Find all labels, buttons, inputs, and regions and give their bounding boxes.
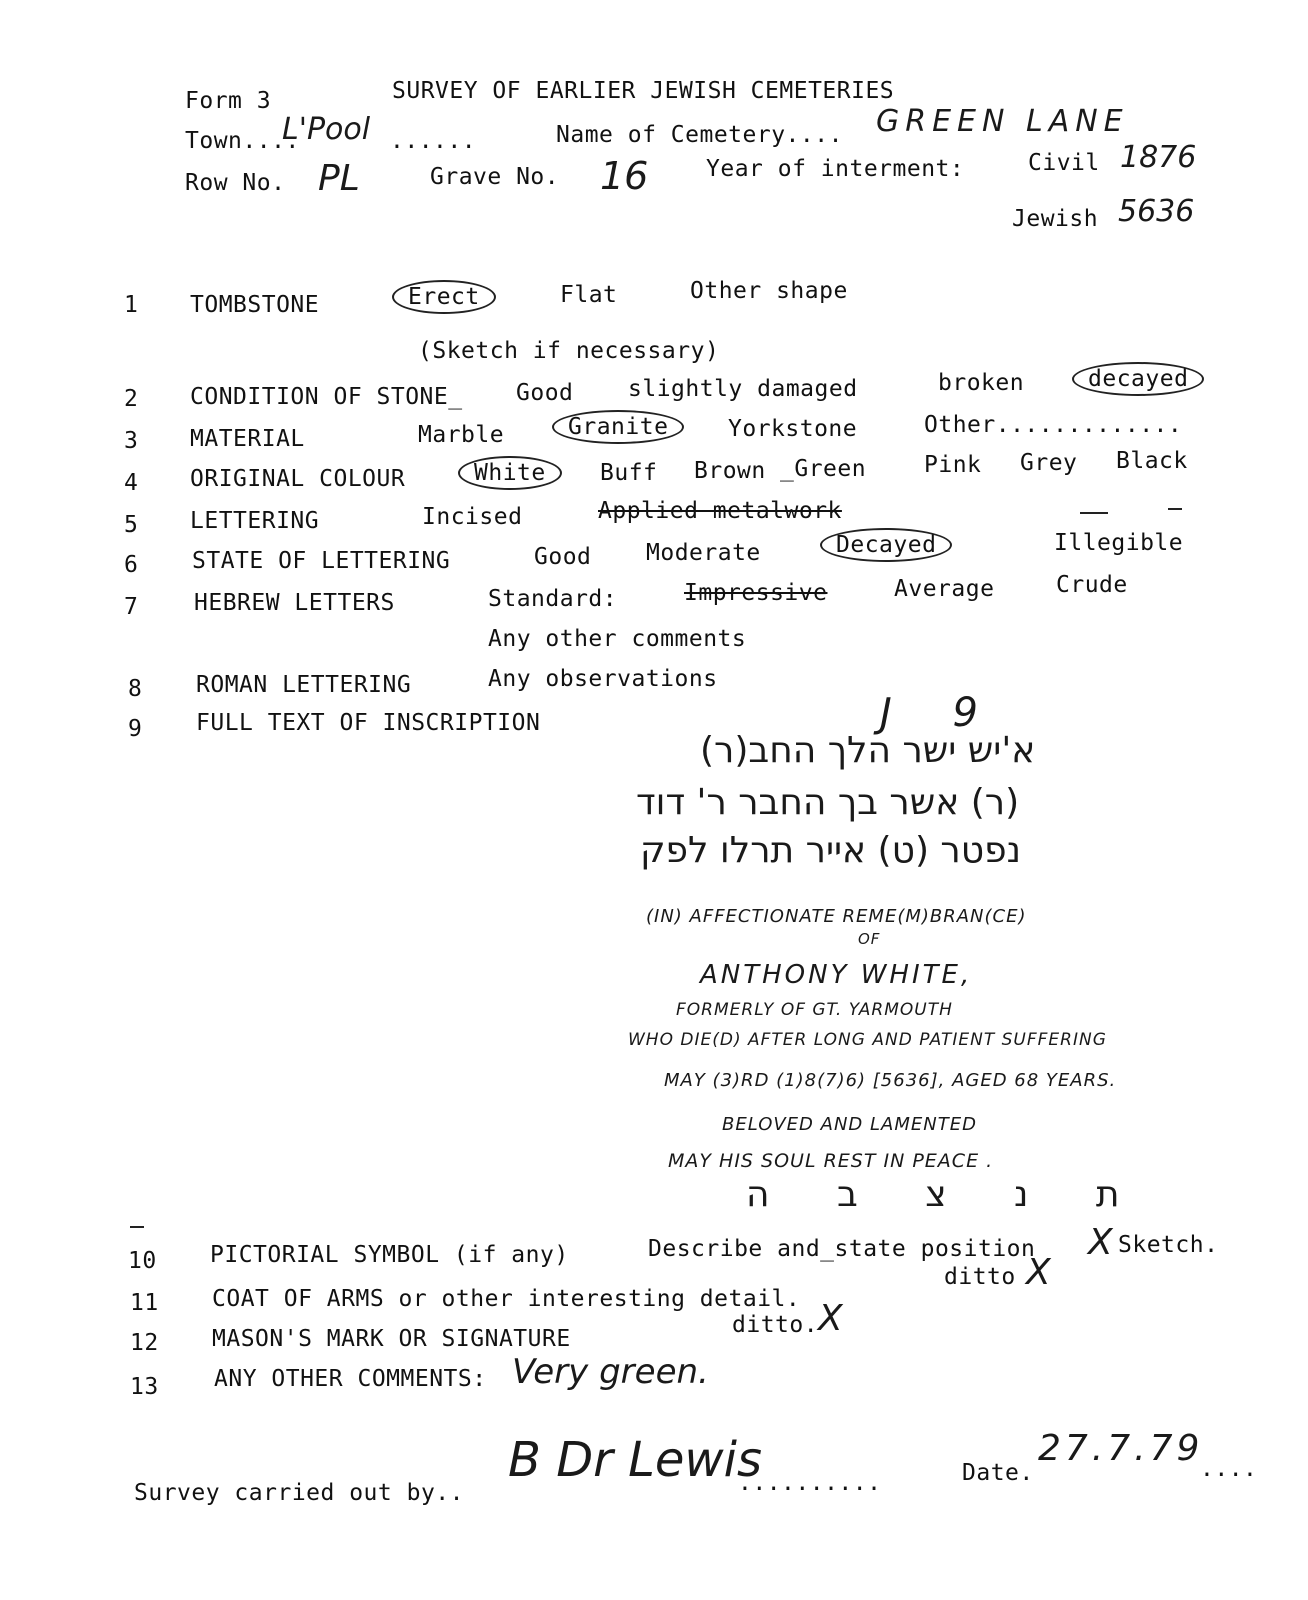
date-dots: ....: [1200, 1456, 1258, 1482]
inscription-english-line-1: (IN) AFFECTIONATE REME(M)BRAN(CE): [646, 906, 1027, 927]
hebrew-letters-label: HEBREW LETTERS: [194, 590, 395, 616]
illegible-option: Illegible: [1054, 530, 1184, 556]
tombstone-label: TOMBSTONE: [190, 292, 320, 318]
material-label: MATERIAL: [190, 426, 305, 452]
sketch-label: Sketch.: [1118, 1232, 1219, 1258]
jewish-value: 5636: [1118, 194, 1195, 229]
item-7-number: 7: [124, 594, 139, 620]
surveyor-signature: B Dr Lewis: [508, 1432, 763, 1488]
green-option: _Green: [780, 456, 867, 482]
incised-option: Incised: [422, 504, 523, 530]
pictorial-label: PICTORIAL SYMBOL (if any): [210, 1242, 569, 1268]
item-11-number: 11: [130, 1290, 159, 1316]
other-comments-label: ANY OTHER COMMENTS:: [214, 1366, 487, 1392]
grey-option: Grey: [1020, 450, 1078, 476]
item-13-number: 13: [130, 1374, 159, 1400]
crude-option: Crude: [1056, 572, 1128, 598]
item-4-number: 4: [124, 470, 139, 496]
x-mark: X: [1088, 1222, 1113, 1263]
coat-of-arms-label: COAT OF ARMS or other interesting detail.: [212, 1286, 801, 1312]
lettering-label: LETTERING: [190, 508, 320, 534]
dash-mark: [1080, 512, 1108, 514]
ditto-label: ditto.: [732, 1312, 819, 1338]
date-label: Date.: [962, 1460, 1034, 1486]
black-option: Black: [1116, 448, 1188, 474]
civil-label: Civil: [1028, 150, 1100, 176]
erect-option: Erect: [392, 280, 496, 314]
inscription-hebrew-line-3: נפטר (ט) אייר תרלו לפק: [640, 830, 1021, 871]
survey-dots: ..........: [738, 1470, 882, 1496]
civil-value: 1876: [1120, 140, 1197, 175]
x-mark: X: [818, 1298, 843, 1339]
item-10-number: 10: [128, 1248, 157, 1274]
cemetery-label: Name of Cemetery....: [556, 122, 843, 148]
item-2-number: 2: [124, 386, 139, 412]
item-3-number: 3: [124, 428, 139, 454]
inscription-english-line-3: FORMERLY OF GT. YARMOUTH: [676, 1000, 953, 1020]
item-12-number: 12: [130, 1330, 159, 1356]
buff-option: Buff: [600, 460, 658, 486]
year-label: Year of interment:: [706, 156, 965, 182]
good-option: Good: [516, 380, 574, 406]
granite-option: Granite: [552, 410, 684, 444]
full-text-label: FULL TEXT OF INSCRIPTION: [196, 710, 541, 736]
applied-metalwork-option: Applied metalwork: [598, 498, 842, 524]
masons-mark-label: MASON'S MARK OR SIGNATURE: [212, 1326, 571, 1352]
item-9-number: 9: [128, 716, 143, 742]
survey-label: Survey carried out by..: [134, 1480, 464, 1506]
flat-option: Flat: [560, 282, 618, 308]
x-mark: X: [1026, 1252, 1051, 1293]
item-6-number: 6: [124, 552, 139, 578]
inscription-english-line-5: MAY (3)RD (1)8(7)6) [5636], AGED 68 YEARS.: [664, 1070, 1117, 1091]
state-label: STATE OF LETTERING: [192, 548, 451, 574]
other-comments-value: Very green.: [512, 1352, 709, 1392]
standard-label: Standard:: [488, 586, 618, 612]
sketch-note: (Sketch if necessary): [418, 338, 720, 364]
dash-mark: [1168, 508, 1182, 510]
white-option: White: [458, 456, 562, 490]
average-option: Average: [894, 576, 995, 602]
broken-option: broken: [938, 370, 1025, 396]
row-value: PL: [318, 158, 360, 199]
condition-label: CONDITION OF STONE_: [190, 384, 463, 410]
observations-label: Any observations: [488, 666, 718, 692]
inscription-english-line-2: ANTHONY WHITE,: [700, 960, 973, 990]
form-number: Form 3: [185, 88, 272, 114]
town-dots: ......: [390, 128, 477, 154]
other-shape-option: Other shape: [690, 278, 848, 304]
decayed-lettering-option: Decayed: [820, 528, 952, 562]
inscription-english-line-4: WHO DIE(D) AFTER LONG AND PATIENT SUFFERING: [628, 1030, 1107, 1050]
good-option: Good: [534, 544, 592, 570]
any-other-comments: Any other comments: [488, 626, 747, 652]
inscription-hebrew-line-1: א'יש ישר הלך החב(ר): [700, 730, 1036, 771]
moderate-option: Moderate: [646, 540, 761, 566]
roman-lettering-label: ROMAN LETTERING: [196, 672, 412, 698]
town-value: L'Pool: [282, 112, 371, 147]
inscription-english-line-7: MAY HIS SOUL REST IN PEACE .: [668, 1150, 994, 1172]
item-1-number: 1: [124, 292, 139, 318]
colour-label: ORIGINAL COLOUR: [190, 466, 406, 492]
describe-label: Describe and_state position: [648, 1236, 1036, 1262]
jewish-label: Jewish: [1012, 206, 1099, 232]
marble-option: Marble: [418, 422, 505, 448]
brown-option: Brown: [694, 458, 766, 484]
ditto-label: ditto: [944, 1264, 1016, 1290]
inscription-hebrew-abbreviation: ת נ צ ב ה: [746, 1174, 1148, 1215]
dash-mark: [130, 1226, 144, 1228]
impressive-option: Impressive: [684, 580, 828, 606]
item-8-number: 8: [128, 676, 143, 702]
form-title: SURVEY OF EARLIER JEWISH CEMETERIES: [392, 78, 895, 104]
date-value: 27.7.79: [1038, 1428, 1204, 1469]
inscription-top-marks: J 9: [880, 690, 1002, 736]
town-label: Town....: [185, 128, 300, 154]
slightly-damaged-option: slightly damaged: [628, 376, 858, 402]
inscription-hebrew-line-2: (ר) אשר בך החבר ר' דוד: [636, 782, 1020, 823]
grave-label: Grave No.: [430, 164, 560, 190]
item-5-number: 5: [124, 512, 139, 538]
inscription-english-line-6: BELOVED AND LAMENTED: [722, 1114, 977, 1135]
grave-value: 16: [600, 154, 649, 198]
yorkstone-option: Yorkstone: [728, 416, 858, 442]
pink-option: Pink: [924, 452, 982, 478]
cemetery-value: GREEN LANE: [876, 104, 1129, 139]
inscription-english-of: OF: [858, 930, 881, 948]
decayed-option: decayed: [1072, 362, 1204, 396]
row-label: Row No.: [185, 170, 286, 196]
other-option: Other.............: [924, 412, 1183, 438]
